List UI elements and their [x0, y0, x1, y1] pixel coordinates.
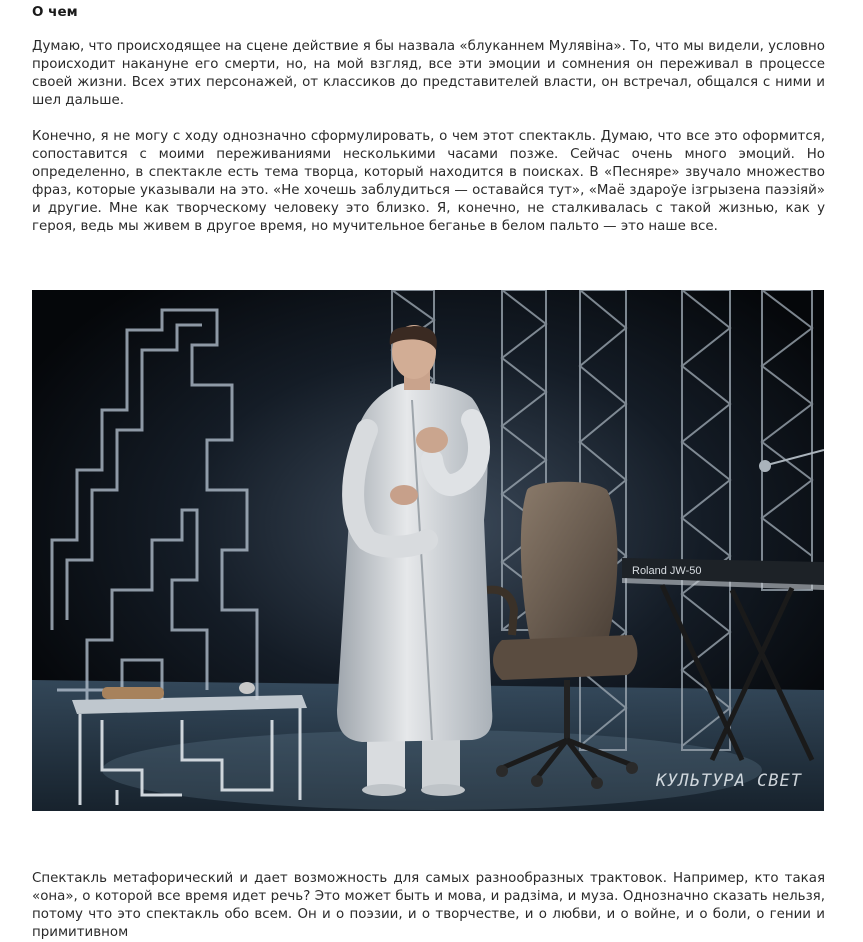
paragraph-1: Думаю, что происходящее на сцене действие я бы назвала «блуканнем Мулявіна». То, что мы видели, условно происходит накануне его смерти, но, на мой взгляд, все эти эмоции и сомнения он переживал в процессе своей жизни. Всех этих персонажей, от классиков до представителей власти, он встречал, общался с ними и шел дальше.: [32, 39, 825, 108]
section-heading: О чем: [32, 4, 78, 20]
paragraph-2: Конечно, я не могу с ходу однозначно сформулировать, о чем этот спектакль. Думаю, что все это оформится, сопоставится с моими переживаниями несколькими часами позже. Сейчас очень много эмоций. Но определенно, в спектакле есть тема творца, который находится в поисках. В «Песняре» звучало множество фраз, которые указывали на это. «Не хочешь заблудиться — оставайся тут», «Маё здароўе ізгрызена паэзіяй» и другие. Мне как творческому человеку это близко. Я, конечно, не сталкивалась с такой жизнью, как у героя, ведь мы живем в другое время, но мучительное беганье в белом пальто — это наше все.: [32, 129, 825, 234]
paragraph-3: Спектакль метафорический и дает возможность для самых разнообразных трактовок. Например, кто такая «она», о которой все время идет речь? Это может быть и мова, и радзіма, и муза. Однозначно сказать нельзя, потому что это спектакль обо всем. Он и о поэзии, и о творчестве, и о любви, и о войне, и о боли, о гении и примитивном: [32, 871, 825, 940]
stage-photo-illustration: [32, 290, 824, 811]
photo-watermark: КУЛЬТУРА СВЕТ: [655, 771, 802, 791]
keyboard-label: Roland JW-50: [632, 565, 702, 577]
stage-photo: [32, 290, 824, 811]
